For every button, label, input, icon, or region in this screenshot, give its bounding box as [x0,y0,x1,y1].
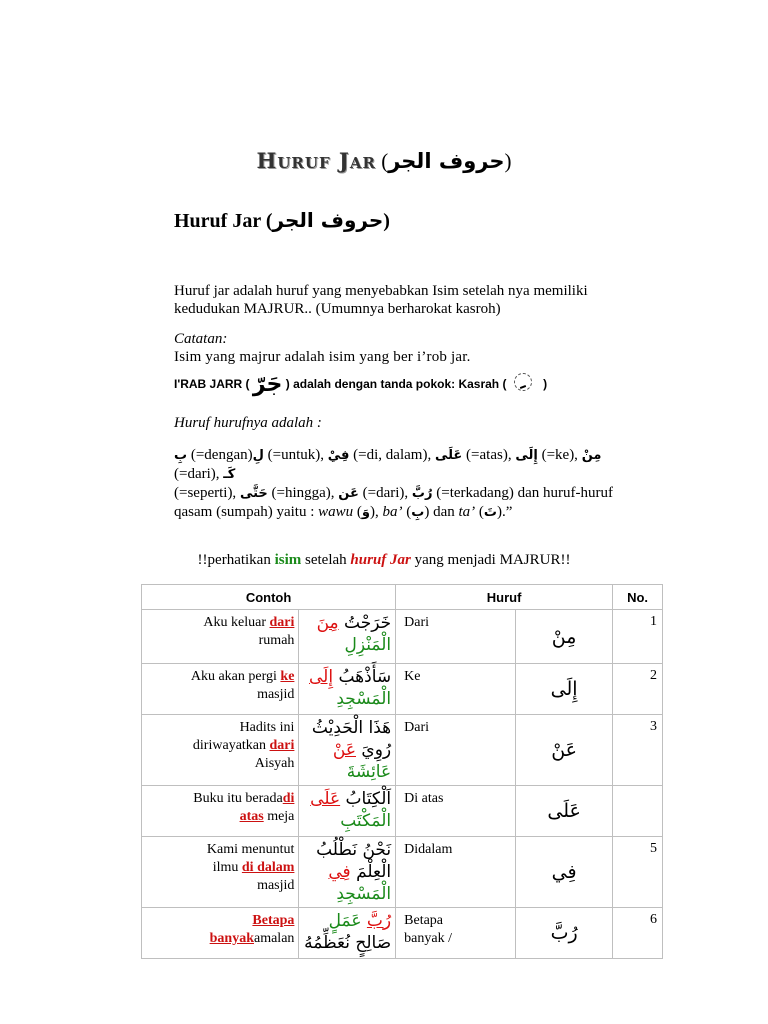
row-number: 1 [613,610,663,664]
huruf-arabic: عَلَى [516,786,613,837]
huruf-arabic: عَنْ [516,715,613,786]
table-row [142,908,663,959]
title-arabic: حروف الجر [388,149,505,173]
huruf-meaning: Dari [396,610,516,664]
row-number: 2 [613,664,663,715]
section-heading: Huruf Jar (حروف الجر) [174,208,390,232]
title-latin: Huruf Jar [256,148,376,173]
page-title: Huruf Jar (حروف الجر) [256,148,512,173]
example-indonesian: Hadits ini diriwayatkan dari Aisyah [142,715,299,786]
table-row [142,786,663,837]
table-row [142,664,663,715]
huruf-arabic: فِي [516,837,613,908]
huruf-list [174,446,644,522]
note-prefix: !!perhatikan [197,552,275,568]
example-arabic: خَرَجْتُ مِنَ الْمَنْزِلِ [299,610,396,664]
catatan-label: Catatan: [174,331,228,347]
huruf-arabic: رُبَّ [516,908,613,959]
catatan-text: Isim yang majrur adalah isim yang ber i’rob jar. [174,349,471,365]
example-arabic: اَلْكِتَابُ عَلَى الْمَكْتَبِ [299,786,396,837]
huruf-meaning: Betapa banyak / [396,908,516,959]
catatan-block [174,330,634,366]
row-number [613,786,663,837]
note-isim: isim [274,552,302,568]
example-indonesian: Aku akan pergi ke masjid [142,664,299,715]
huruf-meaning: Didalam [396,837,516,908]
header-contoh: Contoh [142,585,396,610]
row-number: 5 [613,837,663,908]
table-header-row [142,585,663,610]
intro-line-1: Huruf jar adalah huruf yang menyebabkan Isim setelah nya memiliki [174,283,588,299]
irab-prefix: I'RAB JARR ( [174,377,250,391]
example-arabic: سَأَذْهَبُ إِلَى الْمَسْجِدِ [299,664,396,715]
row-number: 3 [613,715,663,786]
example-arabic: نَحْنُ نَطْلُبُ الْعِلْمَ فِي الْمَسْجِدِ [299,837,396,908]
huruf-jar-table [141,584,663,959]
huruf-label: Huruf hurufnya adalah : [174,415,322,431]
note-line [0,551,768,569]
huruf-arabic: إِلَى [516,664,613,715]
kasrah-icon [514,373,532,391]
header-no: No. [613,585,663,610]
table-row [142,837,663,908]
huruf-list-line-1: بِ (=dengan)لِ (=untuk), فِيْ (=di, dalam), عَلَى (=atas), إِلَى (=ke), مِنْ (=dari), كَـ [174,447,602,482]
irab-suffix: ) [543,377,548,391]
example-indonesian: Betapa banyakamalan [142,908,299,959]
huruf-meaning: Ke [396,664,516,715]
irab-line [174,372,547,397]
huruf-list-line-2: (=seperti), حَتَّى (=hingga), عَن (=dari), رُبَّ (=terkadang) dan huruf-huruf [174,485,613,501]
example-indonesian: Kami menuntut ilmu di dalam masjid [142,837,299,908]
huruf-meaning: Di atas [396,786,516,837]
example-arabic: رُبَّ عَمَلٍ صَالِحٍ نُعَظِّمُهُ [299,908,396,959]
heading-latin: Huruf Jar [174,210,261,232]
intro-paragraph [174,282,634,318]
example-indonesian: Buku itu beradadi atas meja [142,786,299,837]
note-middle: setelah [301,552,351,568]
example-arabic: هَذَا الْحَدِيْثُ رُوِيَ عَنْ عَائِشَةَ [299,715,396,786]
row-number: 6 [613,908,663,959]
header-huruf: Huruf [396,585,613,610]
note-suffix: yang menjadi MAJRUR!! [410,552,571,568]
irab-middle: ) adalah dengan tanda pokok: Kasrah ( [285,377,507,391]
huruf-arabic: مِنْ [516,610,613,664]
intro-line-2: kedudukan MAJRUR.. (Umumnya berharokat kasroh) [174,301,501,317]
huruf-meaning: Dari [396,715,516,786]
table-row [142,610,663,664]
table-row [142,715,663,786]
heading-arabic: حروف الجر [272,208,384,232]
note-huruf-jar: huruf Jar [350,552,411,568]
irab-arabic: جَرّ [252,372,283,397]
example-indonesian: Aku keluar dari rumah [142,610,299,664]
huruf-list-line-3: qasam (sumpah) yaitu : wawu (وَ), ba’ (بِ) dan ta’ (تَ).” [174,504,513,520]
